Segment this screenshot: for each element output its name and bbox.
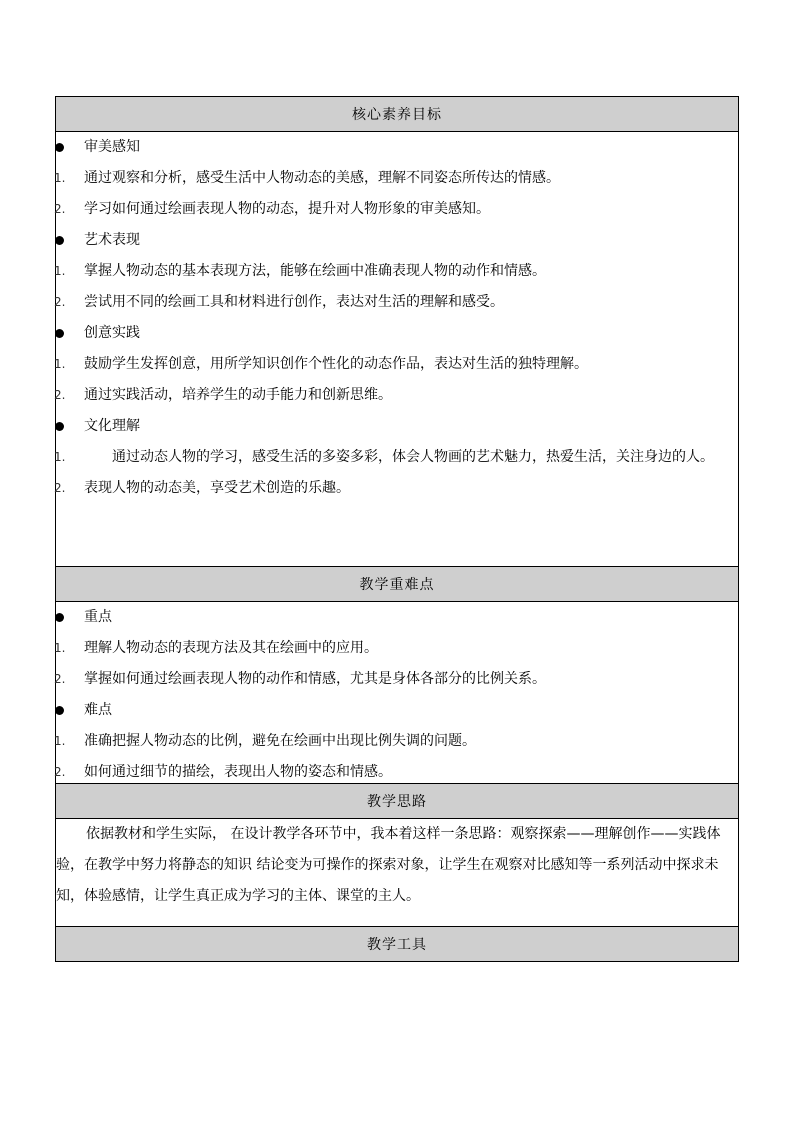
- list-item: 1. 理解人物动态的表现方法及其在绘画中的应用。: [54, 640, 378, 656]
- list-item: 1. 掌握人物动态的基本表现方法，能够在绘画中准确表现人物的动作和情感。: [54, 263, 546, 279]
- bullet-heading: 文化理解: [56, 411, 738, 442]
- bullet-dot-icon: [55, 329, 64, 338]
- section-header-literacy: 核心素养目标: [56, 97, 738, 132]
- list-item: 2. 通过实践活动，培养学生的动手能力和创新思维。: [54, 387, 392, 403]
- bullet-dot-icon: [55, 236, 64, 245]
- section-body-approach: [56, 819, 738, 927]
- list-item: 2. 掌握如何通过绘画表现人物的动作和情感，尤其是身体各部分的比例关系。: [54, 671, 546, 687]
- list-item: 1. 通过观察和分析，感受生活中人物动态的美感，理解不同姿态所传达的情感。: [54, 170, 560, 186]
- section-header-difficulty: 教学重难点: [56, 567, 738, 602]
- section-body-difficulty: [56, 602, 738, 784]
- section-body-literacy: [56, 132, 738, 567]
- bullet-heading: 审美感知: [56, 132, 738, 163]
- bullet-heading: 艺术表现: [56, 225, 738, 256]
- section-header-tools: 教学工具: [56, 927, 738, 961]
- bullet-dot-icon: [55, 706, 64, 715]
- bullet-dot-icon: [55, 143, 64, 152]
- section-header-approach: 教学思路: [56, 784, 738, 819]
- list-item: 1. 通过动态人物的学习，感受生活的多姿多彩，体会人物画的艺术魅力，热爱生活，关注身边的人。: [54, 449, 714, 465]
- list-item: 2. 如何通过细节的描绘，表现出人物的姿态和情感。: [54, 764, 392, 780]
- bullet-heading: 重点: [56, 602, 738, 633]
- approach-paragraph: 依据教材和学生实际， 在设计教学各环节中，我本着这样一条思路：观察探索——理解创作——实践体验，在教学中努力将静态的知识 结论变为可操作的探索对象，让学生在观察对比感知等一系列活动中探求未知，体验感情，让学生真正成为学习的主体、课堂的主人。: [56, 826, 721, 904]
- bullet-dot-icon: [55, 422, 64, 431]
- list-item: 1. 准确把握人物动态的比例，避免在绘画中出现比例失调的问题。: [54, 733, 476, 749]
- bullet-heading: 创意实践: [56, 318, 738, 349]
- list-item: 2. 表现人物的动态美，享受艺术创造的乐趣。: [54, 480, 350, 496]
- document-table: [55, 96, 739, 962]
- list-item: 1. 鼓励学生发挥创意，用所学知识创作个性化的动态作品，表达对生活的独特理解。: [54, 356, 588, 372]
- list-item: 2. 尝试用不同的绘画工具和材料进行创作，表达对生活的理解和感受。: [54, 294, 504, 310]
- bullet-dot-icon: [55, 613, 64, 622]
- list-item: 2. 学习如何通过绘画表现人物的动态，提升对人物形象的审美感知。: [54, 201, 490, 217]
- bullet-heading: 难点: [56, 695, 738, 726]
